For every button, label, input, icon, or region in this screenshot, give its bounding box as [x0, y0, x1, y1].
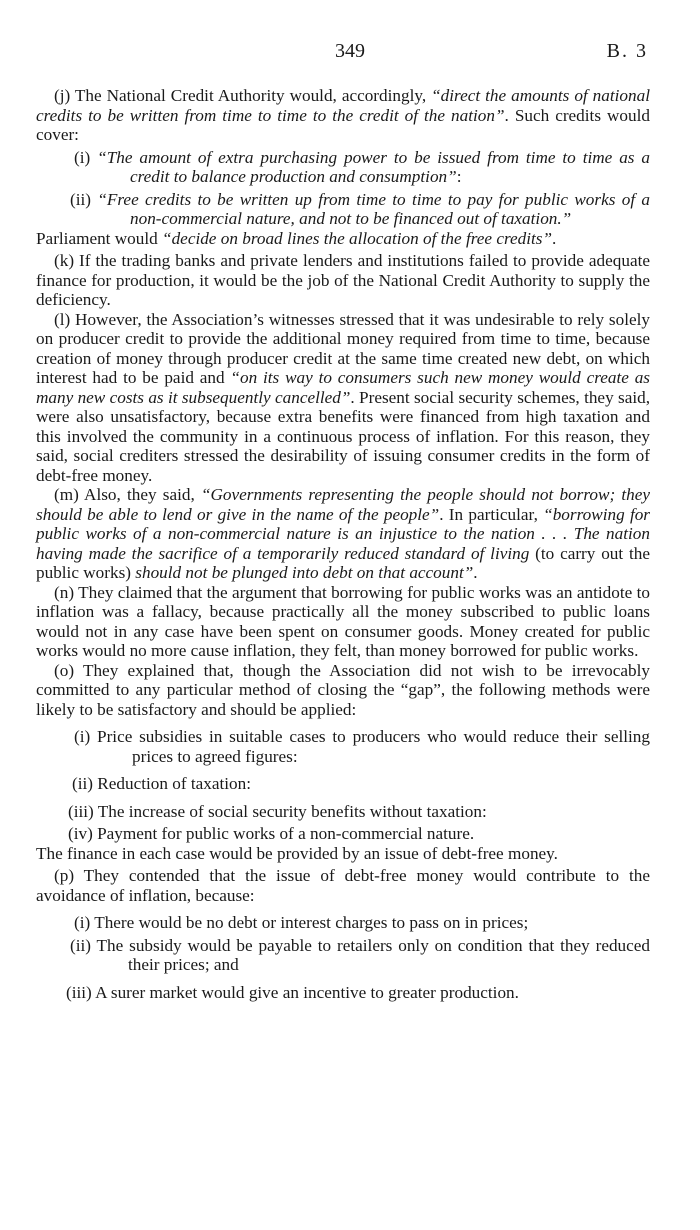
text-run: . Such credits would cover:: [36, 105, 650, 144]
italic-quote: “decide on broad lines the allocation of the free credits”: [162, 228, 553, 248]
italic-quote: “on its way to consumers such new money would create as many new costs as it subsequently cancelled”: [36, 368, 650, 407]
text-run: (i) Price subsidies in suitable cases to producers who would reduce their selling prices to agreed figures:: [74, 727, 650, 766]
text-run: (iv) Payment for public works of a non-commercial nature.: [68, 824, 475, 843]
italic-quote: “Free credits to be written up from time to time to pay for public works of a non-commercial nature, and not to be financed out of taxation.”: [97, 189, 651, 228]
list-item-j-i: [74, 148, 650, 187]
text-run: (iii) A surer market would give an incentive to greater production.: [66, 982, 519, 1002]
text-run: (o) They explained that, though the Association did not wish to be irrevocably committed to any particular method of closing the “gap”, the following methods were likely to be satisfactory and should be applied:: [36, 660, 650, 719]
text-run: . In particular,: [439, 504, 544, 524]
text-run: (k) If the trading banks and private lenders and institutions failed to provide adequate finance for production, it would be the job of the National Credit Authority to supply the deficiency.: [36, 251, 650, 309]
italic-quote: “direct the amounts of national credits to be written from time to time to the credit of the nation”: [36, 86, 650, 125]
text-run: (i) There would be no debt or interest charges to pass on in prices;: [74, 913, 529, 932]
text-run: Parliament would: [36, 228, 163, 248]
list-item-o-iv: [68, 824, 650, 844]
paragraph-m: [36, 485, 650, 583]
list-item-p-ii: [70, 936, 650, 975]
page-number: 349: [335, 40, 365, 62]
list-item-o-i: [74, 727, 650, 766]
list-item-o-iii: [68, 802, 650, 822]
text-run: The finance in each case would be provided by an issue of debt-free money.: [36, 843, 558, 863]
paragraph-j: [36, 86, 650, 145]
text-run: (ii) Reduction of taxation:: [72, 774, 251, 793]
list-item-p-iii: [66, 983, 650, 1003]
text-run: .: [473, 563, 478, 582]
paragraph-k: [36, 251, 650, 310]
text-run: (iii) The increase of social security benefits without taxation:: [68, 801, 487, 821]
paragraph-p: [36, 866, 650, 905]
paragraph-l: [36, 310, 650, 486]
italic-quote: “The amount of extra purchasing power to be issued from time to time as a credit to balance production and consumption”: [97, 147, 650, 186]
paragraph-o: [36, 661, 650, 720]
paragraph-parliament: [36, 229, 650, 249]
italic-quote: “Governments representing the people should not borrow; they should be able to lend or give in the name of the people”: [36, 485, 650, 524]
text-run: (ii): [70, 189, 98, 209]
paragraph-finance: [36, 844, 650, 864]
text-run: :: [456, 167, 462, 186]
italic-quote: should not be plunged into debt on that account”: [135, 563, 474, 582]
text-run: (n) They claimed that the argument that borrowing for public works was an antidote to inflation was a fallacy, because practically all the money subscribed to public loans would not in any case have been spent on consumer goods. Money created for public works would no more cause inflation, they felt, than money borrowed for public works.: [36, 582, 650, 660]
text-run: (l) However, the Association’s witnesses stressed that it was undesirable to rely solely on producer credit to provide the additional money required from time to time, because creation of money through producer credit at the same time created new debt, on which interest had to be paid and: [36, 309, 650, 387]
text-run: (to carry out the public works): [36, 543, 650, 582]
document-code: B. 3: [606, 40, 648, 62]
text-run: (j) The National Credit Authority would, accordingly,: [54, 86, 432, 105]
list-item-p-i: [74, 913, 650, 933]
text-run: (ii) The subsidy would be payable to retailers only on condition that they reduced their prices; and: [70, 935, 650, 974]
document-body: [36, 86, 650, 1002]
text-run: . Present social security schemes, they said, were also unsatisfactory, because extra benefits were financed from high taxation and this involved the community in a continuous process of inflation. For this reason, they said, social crediters stressed the desirability of issuing consumer credits in the form of debt-free money.: [36, 387, 650, 485]
text-run: .: [552, 228, 557, 248]
text-run: (i): [74, 147, 98, 167]
list-item-j-ii: [70, 189, 651, 229]
italic-quote: “borrowing for public works of a non-commercial nature is an injustice to the nation . . . The nation having made the sacrifice of a temporarily reduced standard of living: [36, 504, 651, 563]
text-run: (p) They contended that the issue of debt-free money would contribute to the avoidance of inflation, because:: [36, 866, 650, 905]
list-item-o-ii: [72, 774, 650, 794]
paragraph-n: [36, 583, 650, 661]
text-run: (m) Also, they said,: [54, 485, 201, 504]
